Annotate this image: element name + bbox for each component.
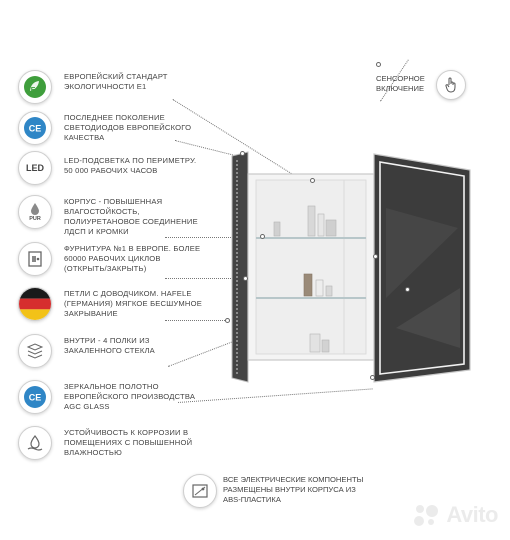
feature-agc-glass [18, 380, 258, 414]
svg-text:CE: CE [28, 123, 42, 134]
corrosion-icon [18, 426, 52, 460]
avito-watermark-text: Avito [446, 502, 498, 527]
ce-glass-icon [18, 380, 52, 414]
led-icon [18, 151, 52, 185]
leader-dot [225, 318, 230, 323]
ce-led-icon [18, 111, 52, 145]
leader-dot [376, 62, 381, 67]
feature-shelves [18, 334, 258, 368]
hinge-icon [18, 242, 52, 276]
electrical-box-icon [183, 474, 217, 508]
leader-dot [243, 276, 248, 281]
eco-e1-icon [18, 70, 52, 104]
feature-text: ВНУТРИ - 4 ПОЛКИ ИЗ ЗАКАЛЕННОГО СТЕКЛА [64, 336, 155, 355]
leader-dot [373, 254, 378, 259]
feature-hafele [18, 287, 258, 321]
shelves-icon [18, 334, 52, 368]
feature-text: ПОСЛЕДНЕЕ ПОКОЛЕНИЕ СВЕТОДИОДОВ ЕВРОПЕЙСКОГО КАЧЕСТВА [64, 113, 192, 142]
feature-text: ПЕТЛИ С ДОВОДЧИКОМ. HAFELE (ГЕРМАНИЯ) МЯГКОЕ БЕСШУМНОЕ ЗАКРЫВАНИЕ [64, 289, 202, 318]
avito-watermark [412, 502, 498, 528]
touch-hand-icon [436, 70, 466, 100]
feature-text: ФУРНИТУРА №1 В ЕВРОПЕ. БОЛЕЕ 60000 РАБОЧИХ ЦИКЛОВ (ОТКРЫТЬ/ЗАКРЫТЬ) [64, 244, 201, 273]
pur-icon-label: PUR [29, 216, 41, 222]
feature-hinge [18, 242, 258, 276]
leader-dot [370, 375, 375, 380]
leader-dot [240, 151, 245, 156]
feature-text: ЕВРОПЕЙСКИЙ СТАНДАРТ ЭКОЛОГИЧНОСТИ E1 [64, 72, 168, 91]
feature-text: ЗЕРКАЛЬНОЕ ПОЛОТНО ЕВРОПЕЙСКОГО ПРОИЗВОДСТВА AGC GLASS [64, 382, 196, 411]
led-icon-label: LED [26, 163, 44, 173]
feature-text: LED-ПОДСВЕТКА ПО ПЕРИМЕТРУ. 50 000 РАБОЧИХ ЧАСОВ [64, 156, 197, 175]
feature-text: КОРПУС - ПОВЫШЕННАЯ ВЛАГОСТОЙКОСТЬ, ПОЛИУРЕТАНОВОЕ СОЕДИНЕНИЕ ЛДСП И КРОМКИ [64, 197, 198, 236]
water-drop-pur-icon [18, 195, 52, 229]
feature-ce-led [18, 111, 258, 145]
feature-eco-e1 [18, 70, 258, 104]
mirror-cabinet-illustration [226, 148, 476, 388]
svg-text:CE: CE [28, 392, 42, 403]
feature-led [18, 151, 258, 185]
svg-text:E1: E1 [30, 87, 40, 94]
leader-dot [310, 178, 315, 183]
leader-dot [405, 287, 410, 292]
feature-corrosion [18, 426, 258, 460]
touch-control-text: СЕНСОРНОЕ ВКЛЮЧЕНИЕ [376, 74, 425, 93]
electrical-text: ВСЕ ЭЛЕКТРИЧЕСКИЕ КОМПОНЕНТЫ РАЗМЕЩЕНЫ ВНУТРИ КОРПУСА ИЗ ABS-ПЛАСТИКА [223, 475, 364, 504]
avito-logo-icon [412, 503, 442, 527]
leader-line [165, 320, 227, 321]
feature-pur [18, 195, 258, 237]
germany-flag-icon [18, 287, 52, 321]
feature-text: УСТОЙЧИВОСТЬ К КОРРОЗИИ В ПОМЕЩЕНИЯХ С ПОВЫШЕННОЙ ВЛАЖНОСТЬЮ [64, 428, 193, 457]
leader-dot [260, 234, 265, 239]
